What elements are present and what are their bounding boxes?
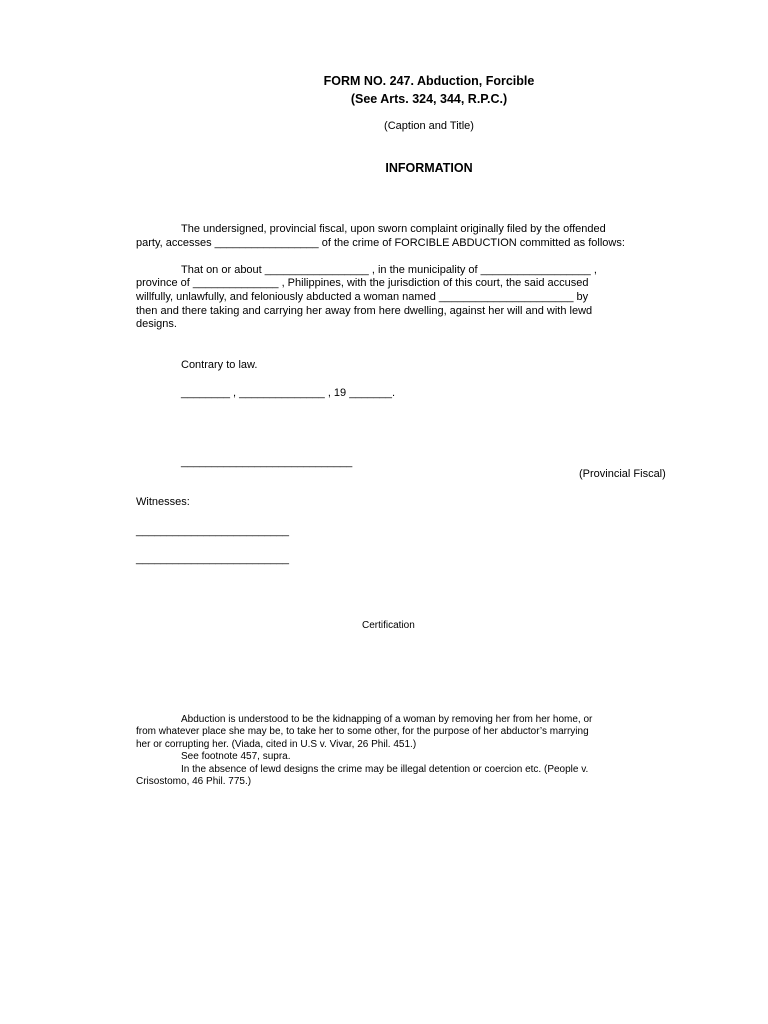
document-title: INFORMATION [385, 161, 473, 175]
form-reference: (See Arts. 324, 344, R.P.C.) [350, 92, 508, 106]
footnote-line-3: her or corrupting her. (Viada, cited in U.S v. Vivar, 26 Phil. 451.) [136, 739, 417, 750]
paragraph-2-line-4: then and there taking and carrying her away from here dwelling, against her will and with lewd [136, 305, 593, 317]
footnote-line-2: from whatever place she may be, to take her to some other, for the purpose of her abductor’s marrying [136, 726, 589, 737]
footnote-line-4: See footnote 457, supra. [181, 751, 291, 762]
paragraph-1-line-2: party, accesses _________________ of the crime of FORCIBLE ABDUCTION committed as follows: [136, 237, 625, 249]
provincial-fiscal-label: (Provincial Fiscal) [579, 468, 666, 480]
paragraph-2-line-1: That on or about _________________ , in the municipality of __________________ , [181, 264, 597, 276]
paragraph-2-line-3: willfully, unlawfully, and feloniously abducted a woman named ______________________ by [136, 291, 589, 303]
contrary-to-law: Contrary to law. [181, 359, 258, 371]
certification-heading: Certification [362, 620, 415, 631]
date-line: ________ , ______________ , 19 _______. [181, 387, 396, 399]
footnote-line-6: Crisostomo, 46 Phil. 775.) [136, 776, 252, 787]
form-title: FORM NO. 247. Abduction, Forcible [323, 74, 535, 88]
paragraph-2-line-5: designs. [136, 318, 177, 330]
paragraph-1-line-1: The undersigned, provincial fiscal, upon sworn complaint originally filed by the offended [181, 223, 606, 235]
footnote-line-5: In the absence of lewd designs the crime may be illegal detention or coercion etc. (People v. [181, 764, 589, 775]
paragraph-2-line-2: province of ______________ , Philippines, with the jurisdiction of this court, the said accused [136, 277, 589, 289]
footnote-line-1: Abduction is understood to be the kidnapping of a woman by removing her from her home, or [181, 714, 593, 725]
caption-and-title: (Caption and Title) [384, 120, 474, 132]
witness-line-2: _________________________ [136, 553, 289, 565]
witnesses-label: Witnesses: [136, 496, 190, 508]
signature-line: ____________________________ [181, 456, 353, 468]
witness-line-1: _________________________ [136, 525, 289, 537]
